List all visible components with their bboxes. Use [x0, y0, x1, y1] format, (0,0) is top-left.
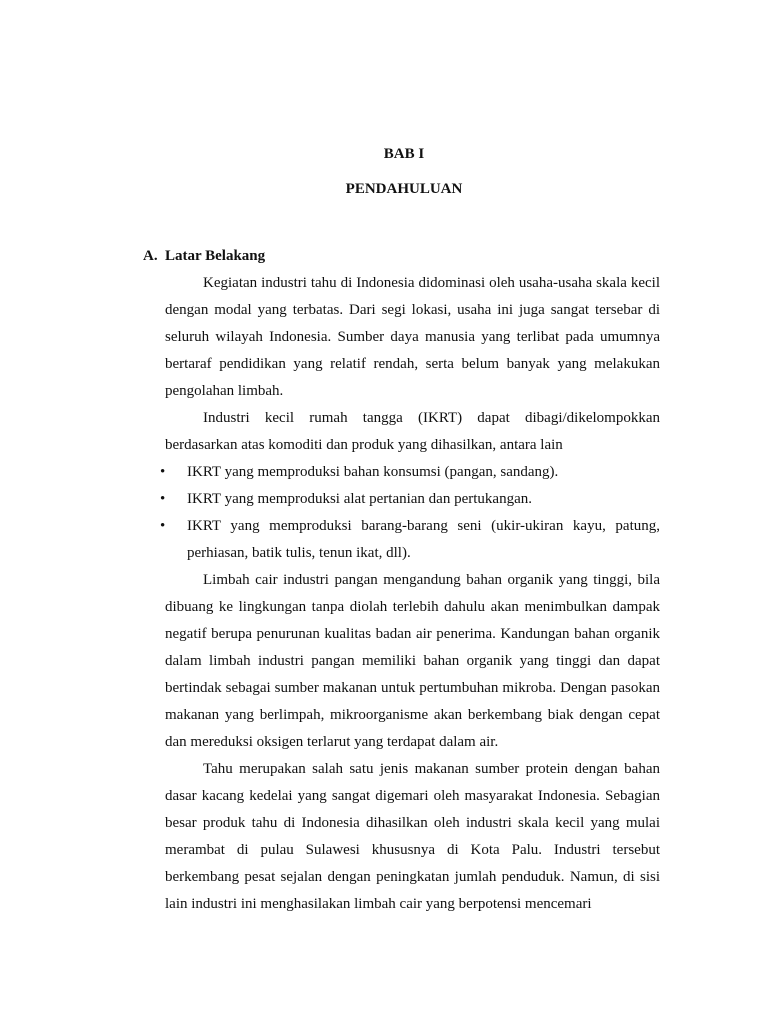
list-item [160, 459, 660, 486]
paragraph-3: Limbah cair industri pangan mengandung bahan organik yang tinggi, bila dibuang ke lingkungan tanpa diolah terlebih dahulu akan menimbulkan dampak negatif berupa penurunan kualitas badan air penerima. Kandungan bahan organik dalam limbah industri pangan memiliki bahan organik yang tinggi dan dapat bertindak sebagai sumber makanan untuk pertumbuhan mikroba. Dengan pasokan makanan yang berlimpah, mikroorganisme akan berkembang biak dengan cepat dan mereduksi oksigen terlarut yang terdapat dalam air. [165, 572, 660, 750]
list-item [160, 513, 660, 567]
section-title: Latar Belakang [165, 248, 266, 264]
list-item-text: IKRT yang memproduksi bahan konsumsi (pangan, sandang). [187, 464, 559, 480]
chapter-number: BAB I [383, 146, 425, 162]
list-item-text: IKRT yang memproduksi barang-barang seni (ukir-ukiran kayu, patung, perhiasan, batik tulis, tenun ikat, dll). [187, 518, 660, 561]
paragraph-2: Industri kecil rumah tangga (IKRT) dapat dibagi/dikelompokkan berdasarkan atas komoditi dan produk yang dihasilkan, antara lain [165, 410, 660, 453]
chapter-title: PENDAHULUAN [345, 181, 463, 197]
bullet-list [160, 459, 660, 567]
bullet-icon: • [160, 464, 166, 480]
list-item-text: IKRT yang memproduksi alat pertanian dan pertukangan. [187, 491, 532, 507]
paragraph-4: Tahu merupakan salah satu jenis makanan sumber protein dengan bahan dasar kacang kedelai yang sangat digemari oleh masyarakat Indonesia. Sebagian besar produk tahu di Indonesia dihasilkan oleh industri skala kecil yang mulai merambat di pulau Sulawesi khususnya di Kota Palu. Industri tersebut berkembang pesat sejalan dengan peningkatan jumlah penduduk. Namun, di sisi lain industri ini menghasilakan limbah cair yang berpotensi mencemari [165, 761, 660, 912]
paragraph-1: Kegiatan industri tahu di Indonesia didominasi oleh usaha-usaha skala kecil dengan modal yang terbatas. Dari segi lokasi, usaha ini juga sangat tersebar di seluruh wilayah Indonesia. Sumber daya manusia yang terlibat pada umumnya bertaraf pendidikan yang relatif rendah, serta belum banyak yang melakukan pengolahan limbah. [165, 275, 660, 399]
list-item [160, 486, 660, 513]
section-heading [143, 248, 265, 265]
bullet-icon: • [160, 518, 166, 534]
body-text [160, 270, 660, 918]
section-letter: A. [143, 248, 158, 264]
bullet-icon: • [160, 491, 166, 507]
